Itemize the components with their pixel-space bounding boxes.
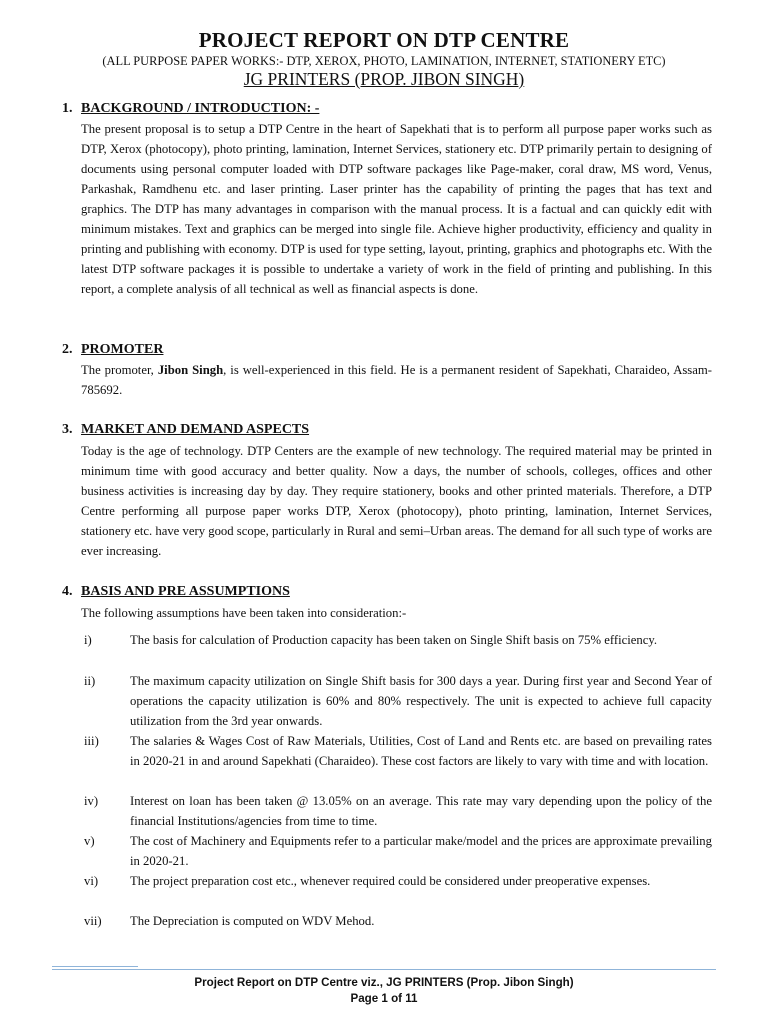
section-number: 3. bbox=[62, 422, 73, 437]
list-item-text: The project preparation cost etc., whenever required could be considered under preoperative expenses. bbox=[130, 874, 651, 888]
section-title: MARKET AND DEMAND ASPECTS bbox=[81, 422, 310, 437]
section-number: 4. bbox=[62, 584, 73, 599]
list-item-text: The Depreciation is computed on WDV Mehod. bbox=[130, 914, 375, 928]
company-name: JG PRINTERS (PROP. JIBON SINGH) bbox=[243, 69, 525, 89]
list-item-text: The salaries & Wages Cost of Raw Materials, Utilities, Cost of Land and Rents etc. are based on prevailing rates in 2020-21 in and around Sapekhati (Charaideo). These cost factors are likely to vary with time and with location. bbox=[130, 734, 712, 768]
footer-rule-accent bbox=[52, 966, 138, 967]
section-body-market: Today is the age of technology. DTP Centers are the example of new technology. The required material may be printed in minimum time with good accuracy and better quality. Now a days, the number of schools, colleges, offices and other business activities is increasing day by day. They require stationery, books and other printed materials. Therefore, a DTP Centre performing all purpose paper works DTP, Xerox (photocopy), photo printing, lamination, Internet Services, stationery etc. have very good scope, particularly in Rural and semi–Urban areas. The demand for all such type of works are ever increasing. bbox=[81, 444, 712, 558]
list-marker: v) bbox=[84, 834, 95, 848]
section-body-promoter bbox=[81, 360, 712, 400]
section-body-assumptions: The following assumptions have been taken into consideration:- bbox=[81, 606, 407, 620]
section-title: BACKGROUND / INTRODUCTION: - bbox=[81, 101, 320, 116]
report-subtitle: (ALL PURPOSE PAPER WORKS:- DTP, XEROX, PHOTO, LAMINATION, INTERNET, STATIONERY ETC) bbox=[102, 54, 666, 68]
list-marker: ii) bbox=[84, 674, 96, 688]
list-item-text: The cost of Machinery and Equipments refer to a particular make/model and the prices are approximate prevailing in 2020-21. bbox=[130, 834, 712, 868]
section-title: PROMOTER bbox=[81, 342, 164, 357]
list-marker: iv) bbox=[84, 794, 99, 808]
list-item-text: Interest on loan has been taken @ 13.05% on an average. This rate may vary depending upon the policy of the financial Institutions/agencies from time to time. bbox=[130, 794, 712, 828]
promoter-text-post: , is well-experienced in this field. He is a permanent resident of Sapekhati, Charaideo, Assam-785692. bbox=[81, 363, 712, 397]
list-item-text: The basis for calculation of Production capacity has been taken on Single Shift basis on 75% efficiency. bbox=[130, 633, 658, 647]
footer-text: Project Report on DTP Centre viz., JG PRINTERS (Prop. Jibon Singh) bbox=[194, 976, 574, 989]
section-number: 2. bbox=[62, 342, 73, 357]
list-marker: iii) bbox=[84, 734, 99, 748]
page-number: Page 1 of 11 bbox=[350, 992, 418, 1005]
promoter-text-pre: The promoter, bbox=[81, 363, 158, 377]
report-title: PROJECT REPORT ON DTP CENTRE bbox=[198, 28, 570, 52]
list-marker: i) bbox=[84, 633, 92, 647]
promoter-name: Jibon Singh bbox=[157, 363, 224, 377]
list-marker: vi) bbox=[84, 874, 99, 888]
section-number: 1. bbox=[62, 101, 73, 116]
list-marker: vii) bbox=[84, 914, 102, 928]
section-body-background: The present proposal is to setup a DTP Centre in the heart of Sapekhati that is to perform all purpose paper works such as DTP, Xerox (photocopy), photo printing, lamination, Internet Services, stationery etc. DTP primarily pertain to designing of documents using personal computer loaded with DTP software packages like Page-maker, coral draw, MS word, Venus, Parkashak, Ramdhenu etc. and laser printing. Laser printer has the capability of printing the pages that has text and graphics. The DTP has many advantages in comparison with the manual process. It is a factual and can quickly edit with minimum mistakes. Text and graphics can be merged into single file. Achieve higher productivity, efficiency and quality in printing and publishing with economy. DTP is used for type setting, layout, printing, graphics and photographs etc. With the latest DTP software packages it is possible to undertake a variety of work in the field of printing and publishing. In this report, a complete analysis of all technical as well as financial aspects is done. bbox=[81, 122, 712, 296]
list-item-text: The maximum capacity utilization on Single Shift basis for 300 days a year. During first year and Second Year of operations the capacity utilization is 60% and 80% respectively. The unit is expected to achieve full capacity utilization from the 3rd year onwards. bbox=[130, 674, 712, 728]
section-heading-promoter bbox=[62, 341, 163, 359]
section-heading-assumptions bbox=[62, 583, 290, 601]
section-heading-market bbox=[62, 421, 309, 439]
section-title: BASIS AND PRE ASSUMPTIONS bbox=[81, 584, 290, 599]
section-heading-background bbox=[62, 100, 319, 118]
footer-rule bbox=[52, 969, 716, 970]
